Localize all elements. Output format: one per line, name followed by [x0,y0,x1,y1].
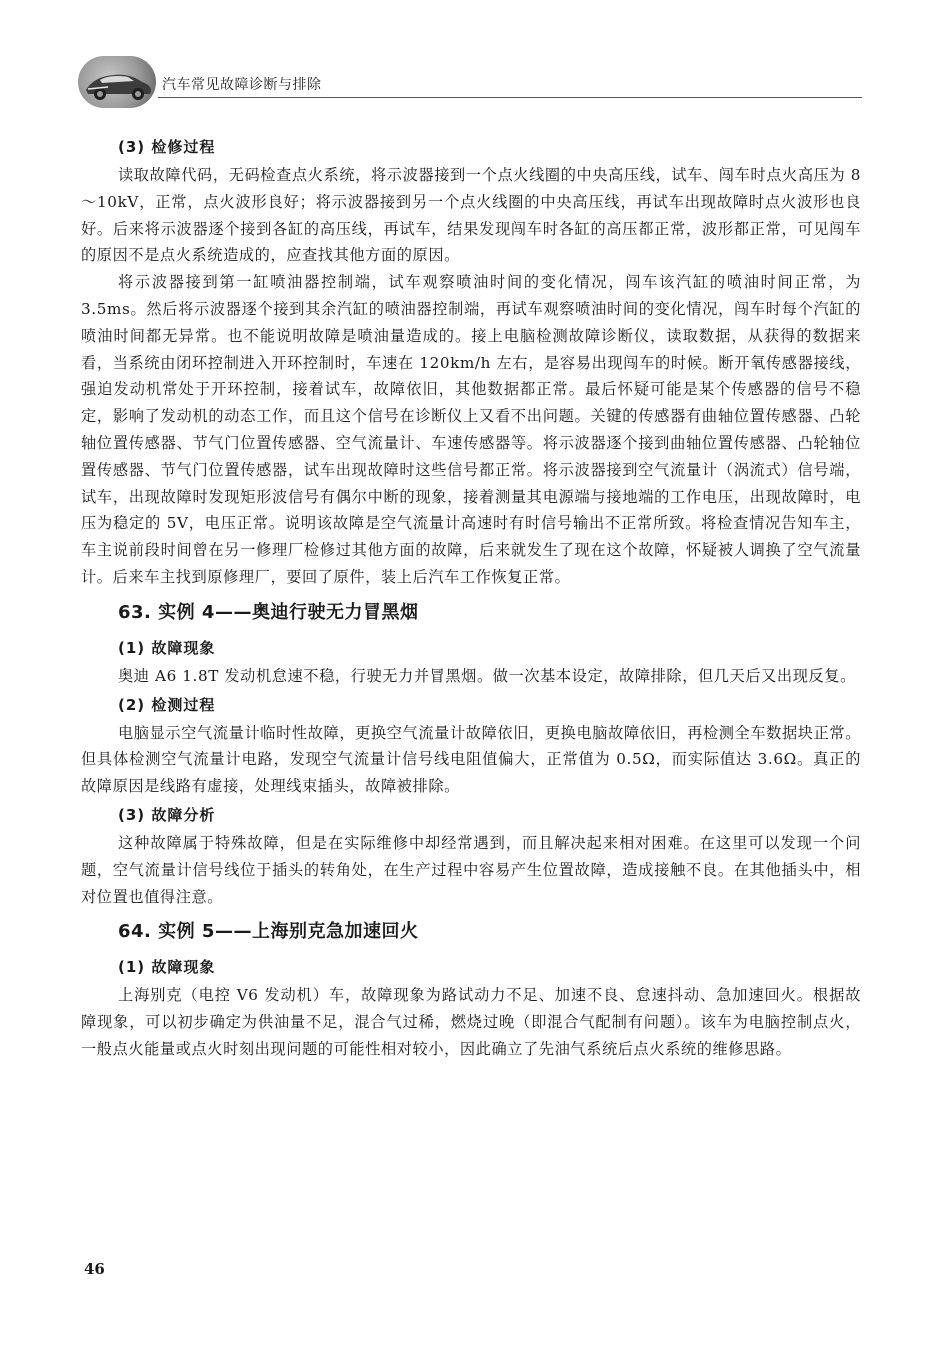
running-header [78,52,862,112]
paragraph: 将示波器接到第一缸喷油器控制端，试车观察喷油时间的变化情况，闯车该汽缸的喷油时间正常，为 3.5ms。然后将示波器逐个接到其余汽缸的喷油器控制端，再试车观察喷油时间的变化情况，闯车时每个汽缸的喷油时间都无异常。也不能说明故障是喷油量造成的。接上电脑检测故障诊断仪，读取数据，从获得的数据来看，当系统由闭环控制进入开环控制时，车速在 120km/h 左右，是容易出现闯车的时候。断开氧传感器接线，强迫发动机常处于开环控制，接着试车，故障依旧，其他数据都正常。最后怀疑可能是某个传感器的信号不稳定，影响了发动机的动态工作，而且这个信号在诊断仪上又看不出问题。关键的传感器有曲轴位置传感器、凸轮轴位置传感器、节气门位置传感器、空气流量计、车速传感器等。将示波器逐个接到曲轴位置传感器、凸轮轴位置传感器、节气门位置传感器，试车出现故障时这些信号都正常。将示波器接到空气流量计（涡流式）信号端，试车，出现故障时发现矩形波信号有偶尔中断的现象，接着测量其电源端与接地端的工作电压，出现故障时，电压为稳定的 5V，电压正常。说明该故障是空气流量计高速时有时信号输出不正常所致。将检查情况告知车主，车主说前段时间曾在另一修理厂检修过其他方面的故障，后来就发生了现在这个故障，怀疑被人调换了空气流量计。后来车主找到原修理厂，要回了原件，装上后汽车工作恢复正常。 [81,273,861,586]
paragraph: 电脑显示空气流量计临时性故障，更换空气流量计故障依旧，更换电脑故障依旧，再检测全车数据块正常。但具体检测空气流量计电路，发现空气流量计信号线电阻值偏大，正常值为 0.5Ω，而实际值达 3.6Ω。真正的故障原因是线路有虚接，处理线束插头，故障被排除。 [81,723,861,796]
paragraph: 这种故障属于特殊故障，但是在实际维修中却经常遇到，而且解决起来相对困难。在这里可以发现一个问题，空气流量计信号线位于插头的转角处，在生产过程中容易产生位置故障，造成接触不良。在其他插头中，相对位置也值得注意。 [81,833,861,906]
car-icon [78,56,156,108]
header-title: 汽车常见故障诊断与排除 [162,77,322,93]
subheading: (2) 检测过程 [118,695,216,714]
paragraph: 上海别克（电控 V6 发动机）车，故障现象为路试动力不足、加速不良、怠速抖动、急加速回火。根据故障现象，可以初步确定为供油量不足，混合气过稀，燃烧过晚（即混合气配制有问题）。该车为电脑控制点火，一般点火能量或点火时刻出现问题的可能性相对较小，因此确立了先油气系统后点火系统的维修思路。 [81,986,861,1058]
subheading: (3) 故障分析 [118,805,216,824]
section-heading: 63. 实例 4——奥迪行驶无力冒黑烟 [118,601,419,623]
subheading: (1) 故障现象 [118,958,216,977]
section-heading: 64. 实例 5——上海别克急加速回火 [118,921,419,943]
page-body [81,132,861,1063]
subheading: (3) 检修过程 [118,138,216,156]
subheading: (1) 故障现象 [118,638,216,657]
page-number: 46 [84,1260,105,1278]
header-rule [158,97,862,98]
paragraph: 奥迪 A6 1.8T 发动机怠速不稳，行驶无力并冒黑烟。做一次基本设定，故障排除，但几天后又出现反复。 [118,666,856,685]
paragraph: 读取故障代码，无码检查点火系统，将示波器接到一个点火线圈的中央高压线，试车、闯车时点火高压为 8～10kV，正常，点火波形良好；将示波器接到另一个点火线圈的中央高压线，再试车出现故障时点火波形也良好。后来将示波器逐个接到各缸的高压线，再试车，结果发现闯车时各缸的高压都正常，波形都正常，可见闯车的原因不是点火系统造成的，应查找其他方面的原因。 [81,166,861,265]
